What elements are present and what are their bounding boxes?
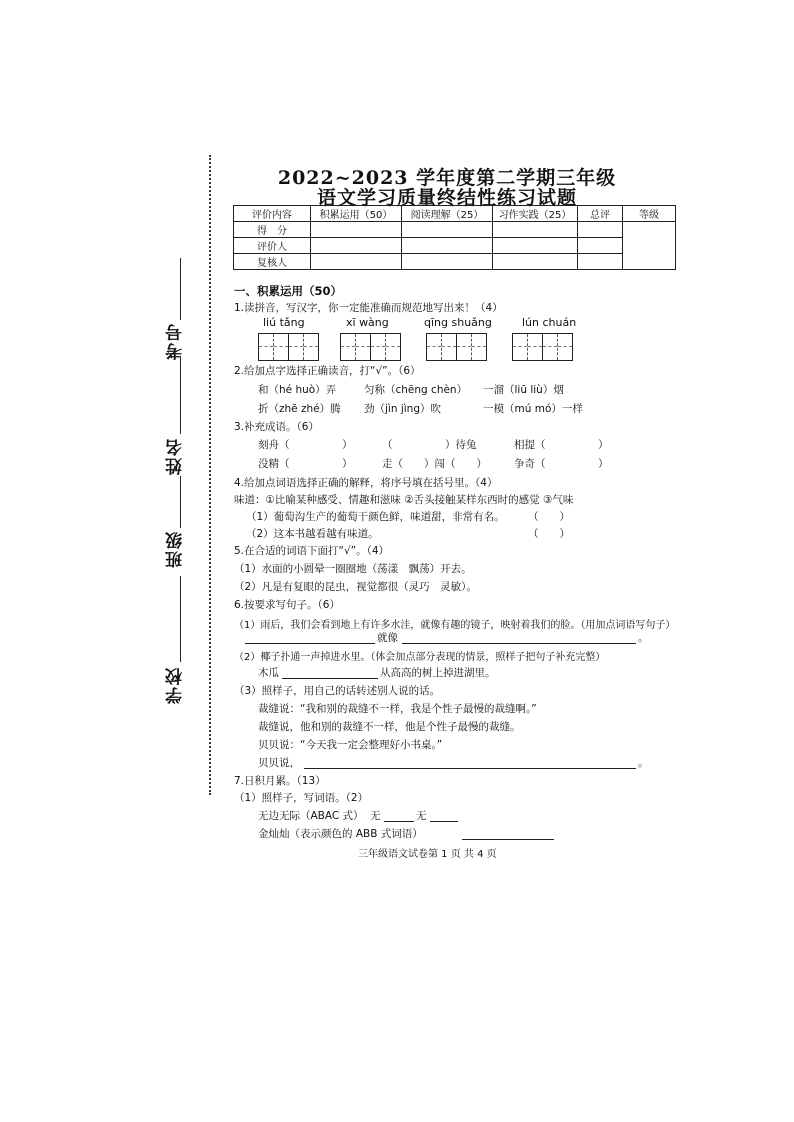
- q7-prompt: 7.日积月累。（13）: [234, 775, 326, 787]
- row-label: 得 分: [234, 222, 311, 238]
- score-cell[interactable]: [493, 238, 578, 254]
- q3-item[interactable]: （ ）待兔: [382, 439, 477, 451]
- q6-sentence-2: （2）椰子扑通一声掉进水里。（体会加点部分表现的情景，照样子把句子补充完整）: [234, 652, 606, 663]
- score-cell[interactable]: [402, 254, 493, 270]
- grade-cell[interactable]: [623, 222, 676, 270]
- binding-dotted-line: [209, 155, 211, 795]
- score-cell[interactable]: [493, 254, 578, 270]
- q6-sentence-1-word: 就像: [377, 632, 398, 644]
- score-cell[interactable]: [493, 222, 578, 238]
- q7-example-1: 无边无际（ABAC 式）: [258, 810, 364, 822]
- class-label: 班级: [166, 530, 186, 568]
- q2-item[interactable]: 匀称（chēng chèn）: [364, 384, 468, 396]
- exam-no-line[interactable]: [180, 258, 181, 320]
- q4-answer-blank-2[interactable]: （ ）: [528, 528, 570, 540]
- score-cell[interactable]: [402, 222, 493, 238]
- q6-example-b: 裁缝说，他和别的裁缝不一样，他是个性子最慢的裁缝。: [258, 721, 521, 733]
- table-row: [234, 222, 676, 238]
- q6-answer-line-3[interactable]: [304, 768, 636, 769]
- q6-example-a: 裁缝说：“我和别的裁缝不一样，我是个性子最慢的裁缝啊。”: [258, 703, 537, 715]
- table-row: [234, 254, 676, 270]
- q7-answer-line-c[interactable]: [462, 839, 554, 840]
- q6-example-c: 贝贝说：“今天我一定会整理好小书桌。”: [258, 739, 443, 751]
- row-label: 评价人: [234, 238, 311, 254]
- q2-item[interactable]: 一溜（liū liù）烟: [483, 384, 564, 396]
- q2-prompt: 2.给加点字选择正确读音，打“√”。（6）: [234, 365, 421, 377]
- q6-sentence-3: （3）照样子，用自己的话转述别人说的话。: [234, 685, 441, 697]
- q7-blank-char-a: 无: [370, 810, 381, 822]
- school-label: 学校: [166, 666, 186, 704]
- q3-item[interactable]: 刻舟（ ）: [258, 439, 353, 451]
- q5-prompt: 5.在合适的词语下面打“√”。（4）: [234, 545, 390, 557]
- q6-prompt: 6.按要求写句子。（6）: [234, 599, 340, 611]
- q1-writing-grid[interactable]: [258, 333, 319, 361]
- q6-sentence-2-end: 从高高的树上掉进湖里。: [380, 667, 496, 679]
- page-footer: 三年级语文试卷第 1 页 共 4 页: [358, 849, 497, 860]
- q4-options: 味道：①比喻某种感受、情趣和滋味 ②舌头接触某样东西时的感觉 ③气味: [234, 494, 574, 506]
- score-cell[interactable]: [578, 222, 623, 238]
- q6-sentence-1: （1）雨后，我们会看到地上有许多水洼，就像有趣的镜子，映射着我们的脸。（用加点词语写句子）: [234, 620, 676, 631]
- q2-item[interactable]: 劲（jìn jìng）吹: [364, 403, 441, 415]
- title-line1: 2022~2023 学年度第二学期三年级: [277, 167, 617, 189]
- q7-answer-line-b[interactable]: [430, 821, 458, 822]
- q1-pinyin-4: lún chuán: [522, 316, 577, 329]
- q4-item-1: （1）葡萄沟生产的葡萄干颜色鲜，味道甜，非常有名。: [246, 511, 505, 523]
- score-cell[interactable]: [402, 238, 493, 254]
- q1-pinyin-1: liú tǎng: [263, 316, 305, 329]
- header-cell: 评价内容: [234, 206, 311, 222]
- q2-item[interactable]: 和（hé huò）弄: [258, 384, 337, 396]
- header-cell: 习作实践（25）: [493, 206, 578, 222]
- score-cell[interactable]: [578, 238, 623, 254]
- q3-item[interactable]: 相提（ ）: [514, 439, 609, 451]
- q1-writing-grid[interactable]: [512, 333, 573, 361]
- score-cell[interactable]: [311, 222, 402, 238]
- q7-answer-line-a[interactable]: [384, 821, 414, 822]
- q1-pinyin-3: qīng shuǎng: [424, 316, 492, 329]
- score-cell[interactable]: [311, 238, 402, 254]
- q3-item[interactable]: 走（ ）闯（ ）: [382, 458, 487, 470]
- row-label: 复核人: [234, 254, 311, 270]
- score-table-header: [234, 206, 676, 222]
- q3-prompt: 3.补充成语。（6）: [234, 421, 319, 433]
- table-row: [234, 238, 676, 254]
- q1-writing-grid[interactable]: [340, 333, 401, 361]
- score-cell[interactable]: [578, 254, 623, 270]
- score-table: [233, 205, 676, 270]
- q6-example-d: 贝贝说，: [258, 757, 300, 769]
- q4-prompt: 4.给加点词语选择正确的解释，将序号填在括号里。（4）: [234, 477, 498, 489]
- score-cell[interactable]: [311, 254, 402, 270]
- title-line2: 语文学习质量终结性练习试题: [316, 187, 577, 209]
- school-line[interactable]: [180, 576, 181, 662]
- q3-item[interactable]: 争奇（ ）: [514, 458, 609, 470]
- header-cell: 积累运用（50）: [311, 206, 402, 222]
- q4-item-2: （2）这本书越看越有味道。: [246, 528, 379, 540]
- q1-pinyin-2: xī wàng: [346, 316, 389, 329]
- class-line[interactable]: [180, 476, 181, 528]
- q3-item[interactable]: 没精（ ）: [258, 458, 353, 470]
- q6-answer-line-1b[interactable]: [402, 643, 636, 644]
- q6-period: 。: [638, 632, 649, 644]
- q7-example-2: 金灿灿（表示颜色的 ABB 式词语）: [258, 828, 423, 840]
- q4-answer-blank-1[interactable]: （ ）: [528, 511, 570, 523]
- q7-sub1: （1）照样子，写词语。（2）: [234, 792, 369, 804]
- q2-item[interactable]: 一模（mú mó）一样: [483, 403, 583, 415]
- section1-heading: 一、积累运用（50）: [234, 284, 343, 298]
- q5-item-2[interactable]: （2）凡是有复眼的昆虫，视觉都很（灵巧 灵敏）。: [234, 581, 477, 593]
- q6-answer-line-2[interactable]: [282, 678, 378, 679]
- header-cell: 等级: [623, 206, 676, 222]
- exam-no-label: 考号: [166, 322, 186, 360]
- q1-prompt: 1.读拼音，写汉字，你一定能准确而规范地写出来！（4）: [234, 302, 503, 314]
- q2-item[interactable]: 折（zhē zhé）腾: [258, 403, 341, 415]
- q5-item-1[interactable]: （1）水面的小圆晕一圈圈地（荡漾 飘荡）开去。: [234, 563, 472, 575]
- q1-writing-grid[interactable]: [426, 333, 487, 361]
- header-cell: 阅读理解（25）: [402, 206, 493, 222]
- q6-period: 。: [638, 757, 649, 769]
- q7-blank-char-b: 无: [416, 810, 427, 822]
- q6-answer-line-1a[interactable]: [245, 643, 375, 644]
- name-line[interactable]: [180, 356, 181, 434]
- name-label: 姓名: [166, 437, 186, 475]
- q6-sentence-2-start: 木瓜: [258, 667, 279, 679]
- header-cell: 总评: [578, 206, 623, 222]
